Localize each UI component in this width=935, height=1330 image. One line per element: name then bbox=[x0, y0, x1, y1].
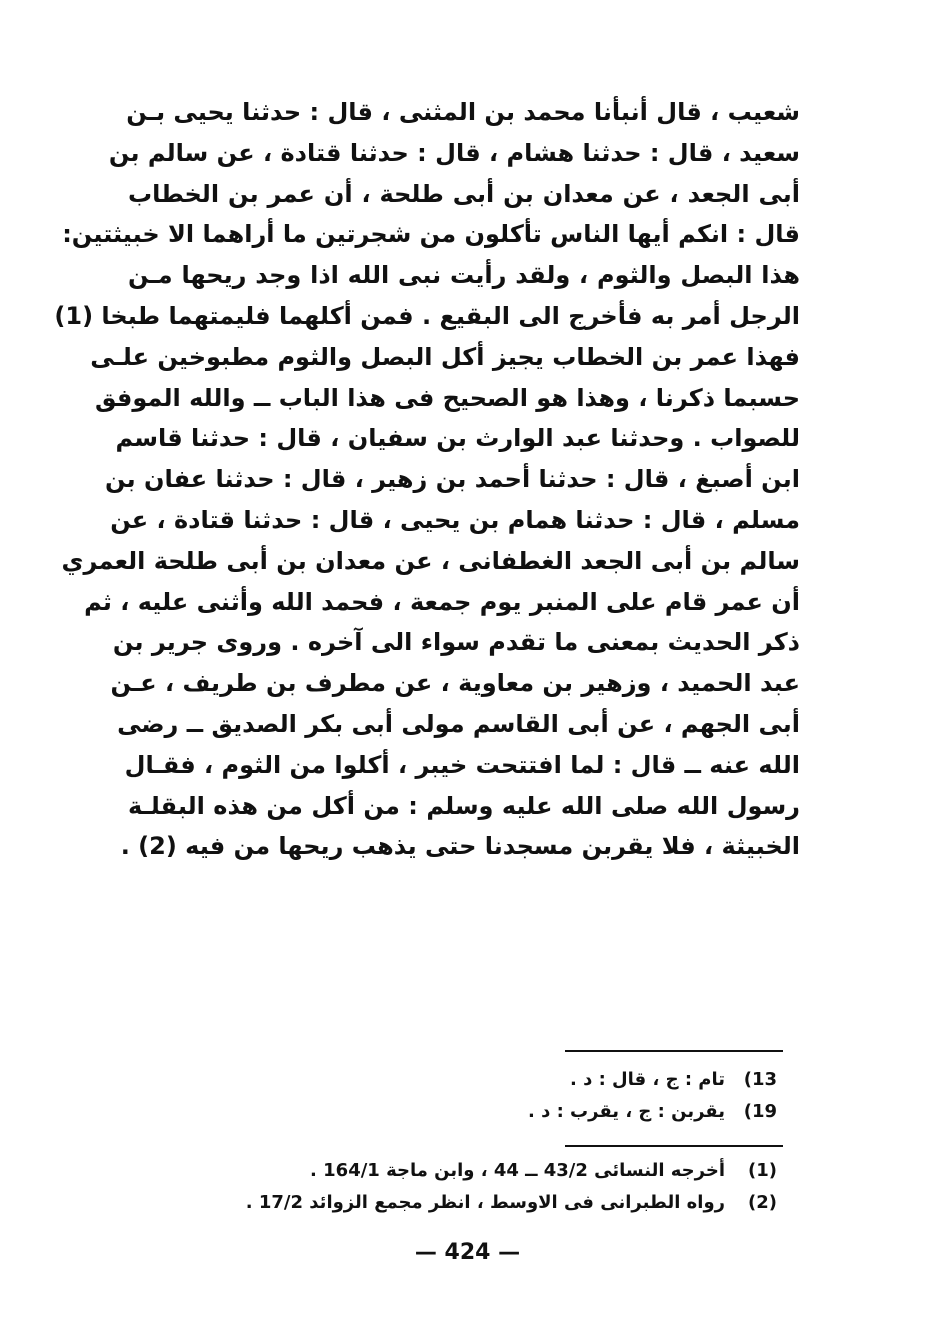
footnote-number: (2) bbox=[748, 1192, 777, 1213]
footnotes bbox=[246, 1155, 777, 1219]
footnote-text: رواه الطبرانى فى الاوسط ، انظر مجمع الزوائد 17/2 . bbox=[245, 1192, 725, 1213]
footnote-text: أخرجه النسائى 43/2 ــ 44 ، وابن ماجة 164/1 . bbox=[310, 1160, 725, 1181]
text-line: الخبيثة ، فلا يقربن مسجدنا حتى يذهب ريحها من فيه (2) . bbox=[120, 832, 800, 861]
variant-note bbox=[528, 1096, 777, 1128]
variant-note-number: (19 bbox=[743, 1101, 777, 1122]
text-line: ابن أصبغ ، قال : حدثنا أحمد بن زهير ، قال : حدثنا عفان بن bbox=[105, 465, 800, 494]
text-line: مسلم ، قال : حدثنا همام بن يحيى ، قال : حدثنا قتادة ، عن bbox=[110, 505, 800, 534]
text-line: أبى الجهم ، عن أبى القاسم مولى أبى بكر الصديق ــ رضى bbox=[117, 709, 800, 738]
text-line: الله عنه ــ قال : لما افتتحت خيبر ، أكلوا من الثوم ، فقـال bbox=[124, 750, 800, 779]
variant-note-text: تام : ج ، قال : د . bbox=[569, 1069, 725, 1090]
text-line: عبد الحميد ، وزهير بن معاوية ، عن مطرف بن طريف ، عـن bbox=[110, 669, 800, 698]
variant-note-number: (13 bbox=[743, 1069, 777, 1090]
text-line: شعيب ، قال أنبأنا محمد بن المثنى ، قال : حدثنا يحيى بـن bbox=[126, 98, 800, 126]
text-line: ذكر الحديث بمعنى ما تقدم سواء الى آخره . وروى جرير بن bbox=[112, 628, 800, 657]
variant-notes bbox=[528, 1064, 777, 1128]
footnote-number: (1) bbox=[748, 1160, 777, 1181]
text-line: سالم بن أبى الجعد الغطفانى ، عن معدان بن أبى طلحة العمري bbox=[61, 546, 800, 575]
text-line: سعيد ، قال : حدثنا هشام ، قال : حدثنا قتادة ، عن سالم بن bbox=[108, 138, 800, 167]
text-line: الرجل أمر به فأخرج الى البقيع . فمن أكلهما فليمتهما طبخا (1) bbox=[54, 301, 800, 330]
text-line: أن عمر قام على المنبر يوم جمعة ، فحمد الله وأثنى عليه ، ثم bbox=[84, 587, 800, 616]
text-line: رسول الله صلى الله عليه وسلم : من أكل من هذه البقلـة bbox=[128, 791, 800, 820]
text-line: هذا البصل والثوم ، ولقد رأيت نبى الله اذا وجد ريحها مـن bbox=[128, 261, 800, 290]
text-line: أبى الجعد ، عن معدان بن أبى طلحة ، أن عمر بن الخطاب bbox=[128, 179, 800, 208]
footnote bbox=[246, 1187, 777, 1219]
footnote-divider-middle bbox=[565, 1145, 783, 1147]
text-line: للصواب . وحدثنا عبد الوارث بن سفيان ، قال : حدثنا قاسم bbox=[115, 424, 800, 453]
footnote-divider-top bbox=[565, 1050, 783, 1052]
variant-note bbox=[528, 1064, 777, 1096]
text-line: فهذا عمر بن الخطاب يجيز أكل البصل والثوم مطبوخين علـى bbox=[90, 342, 800, 371]
page-number: — 424 — bbox=[414, 1240, 521, 1265]
footnote bbox=[246, 1155, 777, 1187]
variant-note-text: يقربن : ج ، يقرب : د . bbox=[527, 1101, 725, 1122]
text-line: حسبما ذكرنا ، وهذا هو الصحيح فى هذا الباب ــ والله الموفق bbox=[94, 383, 800, 412]
text-line: قال : انكم أيها الناس تأكلون من شجرتين ما أراهما الا خبيثتين: bbox=[62, 220, 800, 249]
main-text-block bbox=[54, 92, 800, 867]
